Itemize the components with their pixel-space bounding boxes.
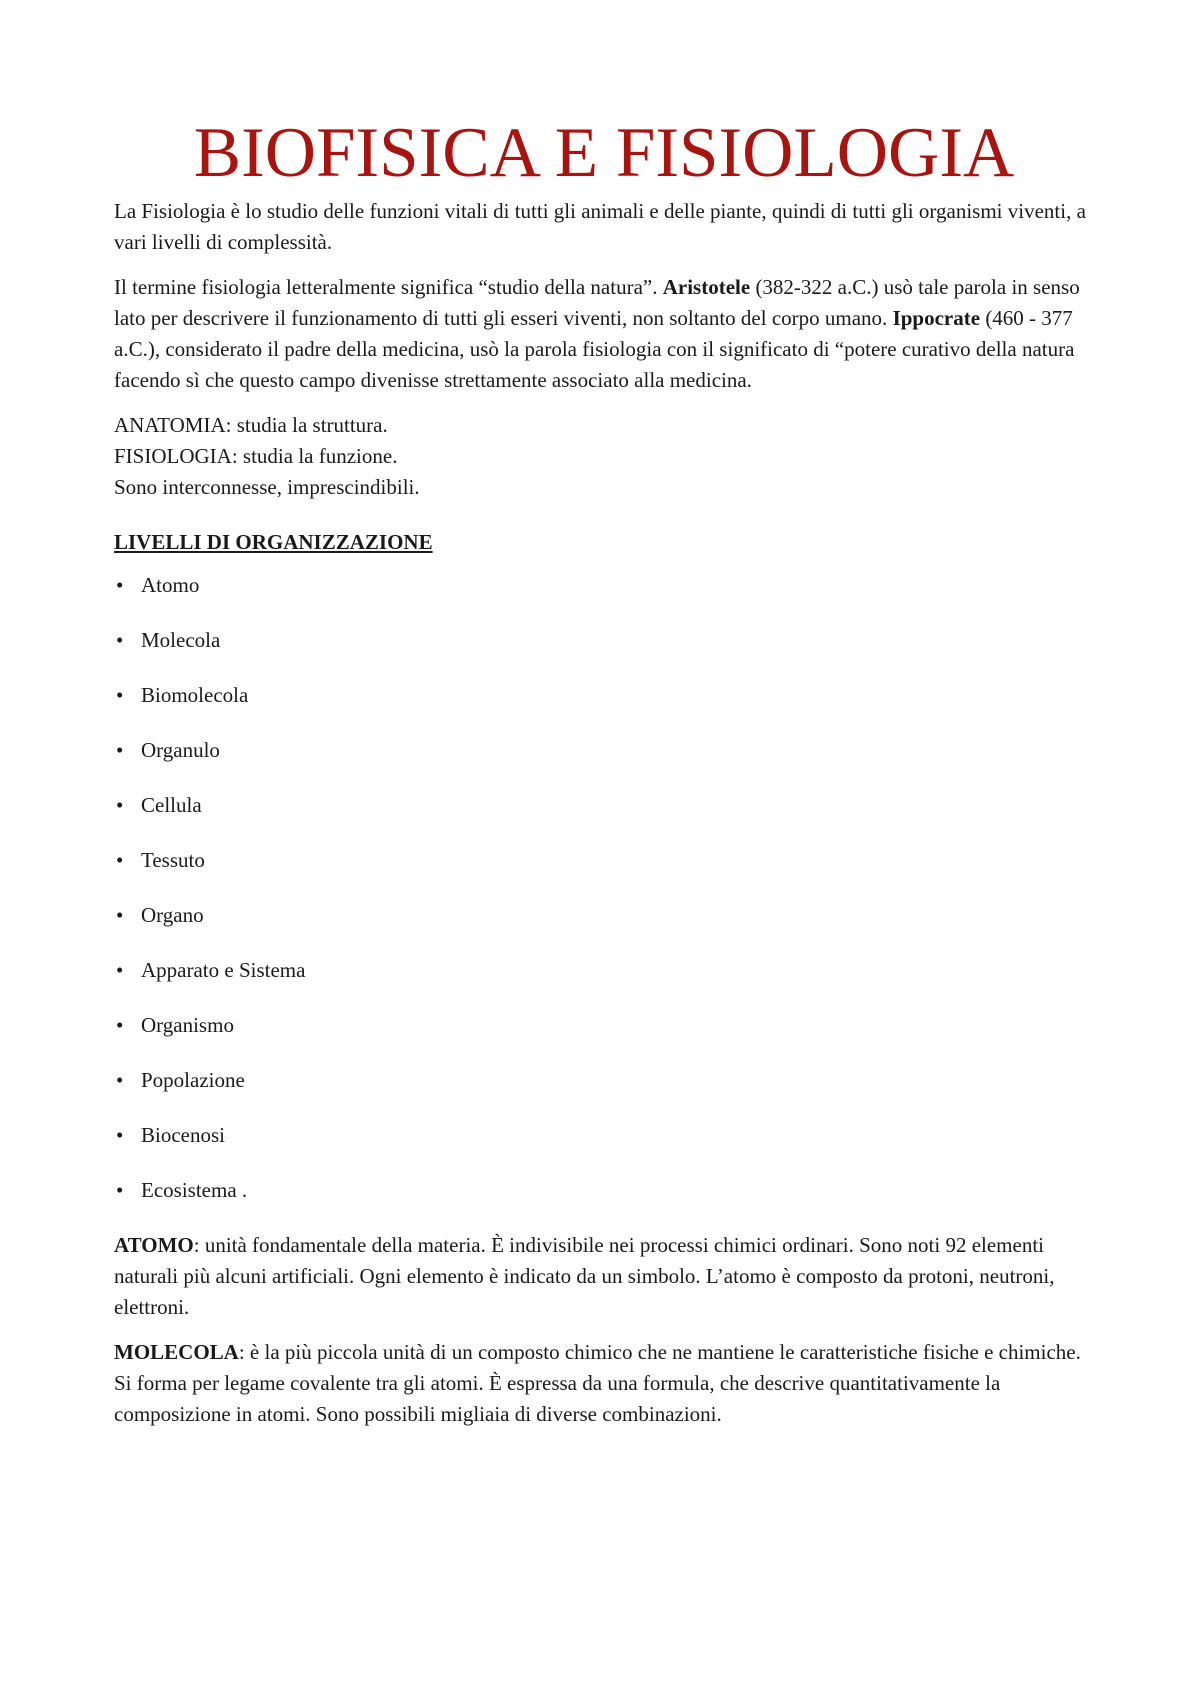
definition-anatomia: ANATOMIA: studia la struttura. — [114, 413, 388, 437]
bullet-icon: • — [116, 683, 124, 707]
bullet-icon: • — [116, 1068, 124, 1092]
atomo-term: ATOMO — [114, 1233, 194, 1257]
bullet-icon: • — [116, 903, 124, 927]
list-item-label: Organo — [141, 903, 204, 927]
molecola-term: MOLECOLA — [114, 1340, 239, 1364]
definition-interconnesse: Sono interconnesse, imprescindibili. — [114, 475, 420, 499]
levels-list — [114, 570, 1094, 1230]
bullet-icon: • — [116, 573, 124, 597]
bullet-icon: • — [116, 1178, 124, 1202]
list-item-label: Atomo — [141, 573, 200, 597]
list-item — [114, 625, 1094, 680]
list-item — [114, 1175, 1094, 1230]
list-item — [114, 955, 1094, 1010]
list-item — [114, 790, 1094, 845]
list-item-label: Molecola — [141, 628, 221, 652]
ippocrate-term: Ippocrate — [892, 306, 981, 330]
bullet-icon: • — [116, 1123, 124, 1147]
bullet-icon: • — [116, 1013, 124, 1037]
list-item-label: Biomolecola — [141, 683, 249, 707]
list-item-label: Organulo — [141, 738, 220, 762]
list-item — [114, 900, 1094, 955]
list-item-label: Tessuto — [141, 848, 205, 872]
list-item — [114, 735, 1094, 790]
molecola-text: : è la più piccola unità di un composto chimico che ne mantiene le caratteristiche fisiche e chimiche. Si forma per legame covalente tra gli atomi. È espressa da una formula, che descrive quantitativamente la composizione in atomi. Sono possibili migliaia di diverse combinazioni. — [114, 1340, 1081, 1426]
list-item — [114, 570, 1094, 625]
etymology-paragraph — [114, 272, 1094, 396]
list-item — [114, 845, 1094, 900]
list-item-label: Ecosistema . — [141, 1178, 248, 1202]
etymology-text-1: Il termine fisiologia letteralmente significa “studio della natura”. — [114, 275, 663, 299]
page-title: BIOFISICA E FISIOLOGIA — [193, 114, 1015, 192]
list-item — [114, 680, 1094, 735]
bullet-icon: • — [116, 848, 124, 872]
molecola-paragraph — [114, 1337, 1094, 1430]
definitions-block — [114, 410, 1094, 503]
atomo-paragraph — [114, 1230, 1094, 1323]
levels-heading: LIVELLI DI ORGANIZZAZIONE — [114, 530, 433, 554]
document-page — [114, 110, 1094, 1444]
list-item — [114, 1065, 1094, 1120]
list-item-label: Biocenosi — [141, 1123, 225, 1147]
list-item-label: Organismo — [141, 1013, 234, 1037]
etymology-text-3: (460 - 377 a.C.), considerato il padre della medicina, usò la parola fisiologia con il significato di “potere curativo della natura facendo sì che questo campo divenisse strettamente associato alla medicina. — [114, 306, 1075, 392]
list-item-label: Cellula — [141, 793, 202, 817]
list-item-label: Popolazione — [141, 1068, 245, 1092]
list-item — [114, 1120, 1094, 1175]
aristotele-term: Aristotele — [662, 275, 751, 299]
bullet-icon: • — [116, 738, 124, 762]
intro-paragraph: La Fisiologia è lo studio delle funzioni vitali di tutti gli animali e delle piante, quindi di tutti gli organismi viventi, a vari livelli di complessità. — [114, 199, 1086, 254]
list-item-label: Apparato e Sistema — [141, 958, 306, 982]
bullet-icon: • — [116, 628, 124, 652]
atomo-text: : unità fondamentale della materia. È indivisibile nei processi chimici ordinari. Sono noti 92 elementi naturali più alcuni artificiali. Ogni elemento è indicato da un simbolo. L’atomo è composto da protoni, neutroni, elettroni. — [114, 1233, 1055, 1319]
bullet-icon: • — [116, 793, 124, 817]
definition-fisiologia: FISIOLOGIA: studia la funzione. — [114, 444, 398, 468]
bullet-icon: • — [116, 958, 124, 982]
list-item — [114, 1010, 1094, 1065]
etymology-text-2: (382-322 a.C.) usò tale parola in senso lato per descrivere il funzionamento di tutti gli esseri viventi, non soltanto del corpo umano. — [114, 275, 1080, 330]
